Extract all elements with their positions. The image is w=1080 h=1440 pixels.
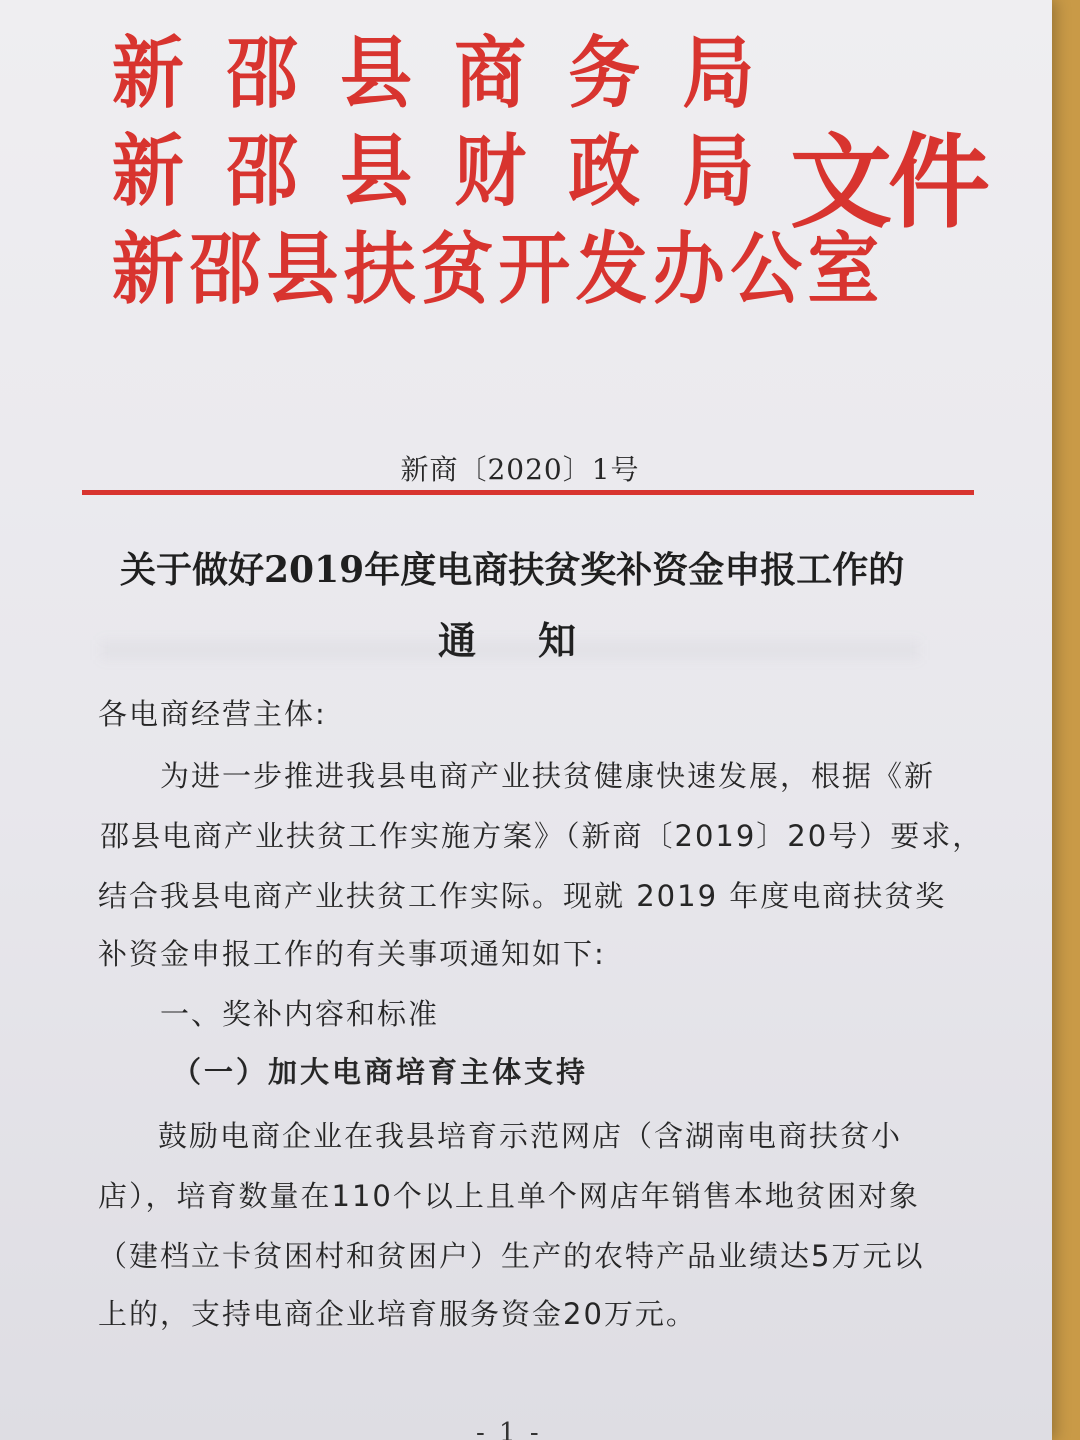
- paper-shadow: [100, 640, 920, 660]
- red-divider: [82, 490, 974, 495]
- agency-commerce-bureau: 新邵县商务局: [112, 28, 797, 119]
- notice-title-continued: 通知: [438, 618, 639, 663]
- section-heading: 一、奖补内容和标准: [160, 997, 440, 1031]
- document-number: 新商〔2020〕1号: [400, 453, 640, 486]
- issuing-agencies: [112, 25, 885, 319]
- paragraph-line: 补资金申报工作的有关事项通知如下:: [98, 937, 606, 971]
- paragraph-line: 鼓励电商企业在我县培育示范网店（含湖南电商扶贫小: [158, 1119, 903, 1153]
- agency-finance-bureau: 新邵县财政局: [112, 126, 797, 217]
- notice-title: 关于做好2019年度电商扶贫奖补资金申报工作的: [120, 549, 905, 591]
- paragraph-line: 店），培育数量在110个以上且单个网店年销售本地贫困对象: [98, 1179, 920, 1213]
- paragraph-line: 结合我县电商产业扶贫工作实际。现就 2019 年度电商扶贫奖: [98, 879, 947, 913]
- paragraph-line: 邵县电商产业扶贫工作实施方案》（新商〔2019〕20号）要求，: [100, 819, 984, 853]
- paragraph-line: （建档立卡贫困村和贫困户）生产的农特产品业绩达5万元以: [98, 1239, 925, 1273]
- salutation: 各电商经营主体:: [98, 697, 327, 731]
- paragraph-line: 上的，支持电商企业培育服务资金20万元。: [98, 1297, 697, 1331]
- subsection-heading: （一）加大电商培育主体支持: [172, 1055, 589, 1089]
- page-number: - 1 -: [476, 1418, 542, 1440]
- agency-poverty-office: 新邵县扶贫开发办公室: [112, 224, 885, 315]
- paragraph-line: 为进一步推进我县电商产业扶贫健康快速发展，根据《新: [160, 759, 936, 793]
- document-label: 文件: [790, 123, 986, 243]
